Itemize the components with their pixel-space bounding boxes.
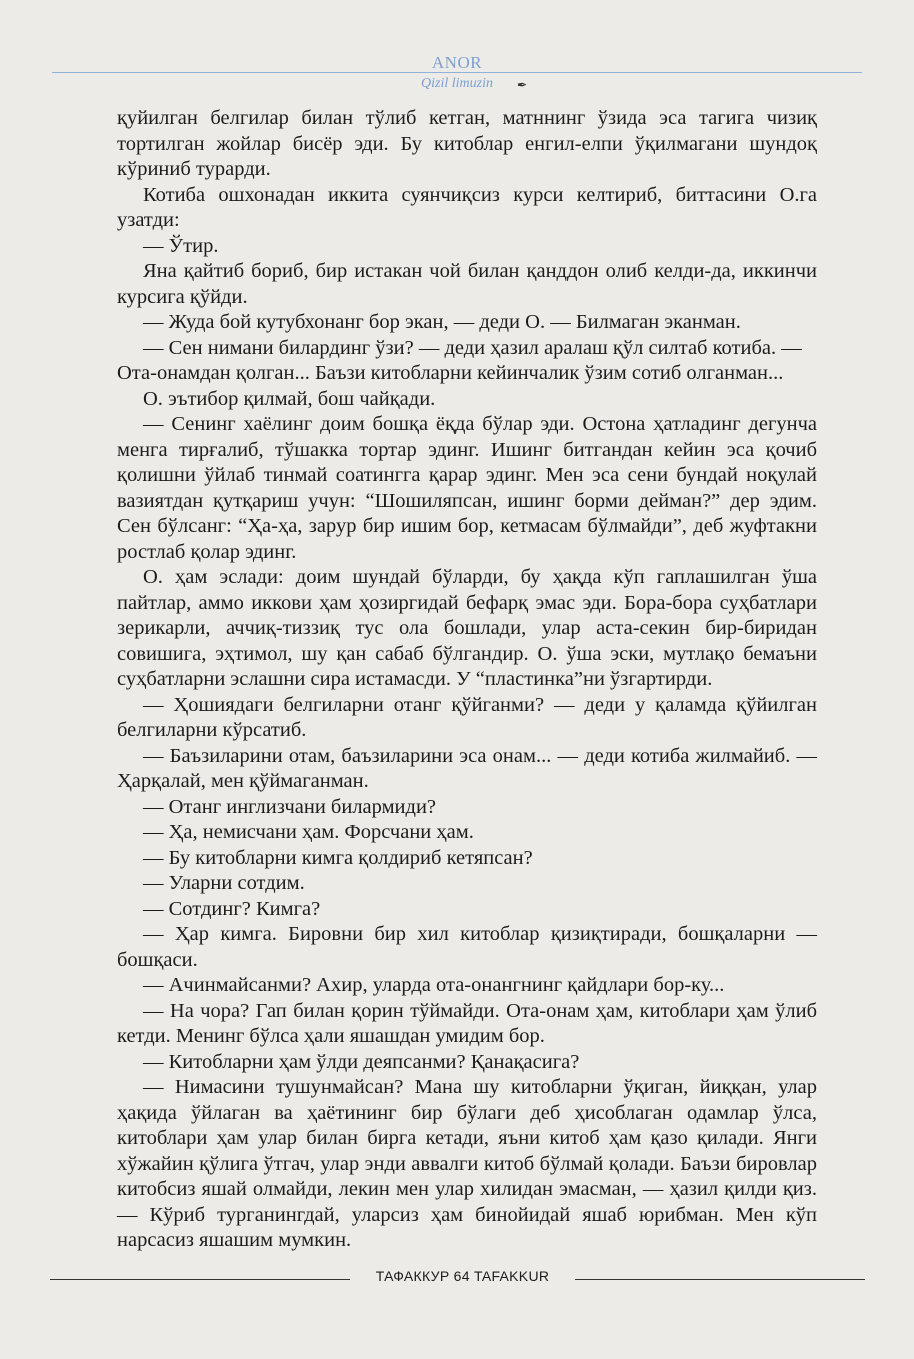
paragraph: — Сен нимани билардинг ўзи? — деди ҳазил аралаш қўл силтаб котиба. — — [143, 336, 802, 359]
paragraph: О. ҳам эслади: доим шундай бўларди, бу ҳақда кўп гаплашилган ўша пайтлар, аммо иккови ҳам ҳозиргидай бефарқ эмас эди. Бора-бора суҳбатлари зерикарли, аччиқ-тиззиқ тус ола бошлади, улар аста-секин бир-биридан совишига, эҳтимол, шу қан сабаб бўлгандир. О. ўша эски, мутлақо бемаъни суҳбатларни эслашни сира истамасди. У “пластинка”ни ўзгартирди. — [117, 566, 817, 690]
paragraph: — Сотдинг? Кимга? — [143, 897, 321, 920]
paragraph: — Отанг инглизчани билармиди? — [143, 795, 437, 818]
article-body — [117, 106, 817, 1254]
paragraph: — Сенинг хаёлинг доим бошқа ёқда бўлар эди. Остона ҳатладинг дегунча менга тирғалиб, тўшакка тортар эдинг. Ишинг битгандан кейин эса қочиб қолишни ўйлаб тинмай соатингга қарар эдинг. Мен эса сени бундай ноқулай вазиятдан қутқариш учун: “Шошиляпсан, ишинг борми дейман?” дер эдим. Сен бўлсанг: “Ҳа-ҳа, зарур бир ишим бор, кетмасам бўлмайди”, деб жуфтакни ростлаб қолар эдинг. — [117, 413, 817, 563]
page-footer — [0, 1268, 914, 1288]
feather-icon: ✒ — [517, 78, 528, 92]
paragraph: — Ҳар кимга. Бировни бир хил китоблар қизиқтиради, бошқаларни — бошқаси. — [117, 923, 817, 971]
running-head — [0, 54, 914, 72]
paragraph: — Ҳа, немисчани ҳам. Форсчани ҳам. — [143, 821, 474, 843]
magazine-brand: ANOR — [431, 53, 483, 72]
footer-rule-left — [50, 1279, 350, 1280]
paragraph: Ота-онамдан қолган... Баъзи китобларни кейинчалик ўзим сотиб олганман... — [117, 362, 784, 384]
paragraph: — Нимасини тушунмайсан? Мана шу китобларни ўқиган, йиққан, улар ҳақида ўйлаган ва ҳаётининг бир бўлаги деб ҳисоблаган одамлар ўлса, китоблари ҳам улар билан бирга кетади, яъни китоб ҳам қазо қилади. Янги хўжайин қўлига ўтгач, улар энди аввалги китоб бўлмай қолади. Баъзи бировлар китобсиз яшай олмайди, лекин мен улар хилидан эмасман, — ҳазил қилди қиз. — Кўриб турганингдай, уларсиз ҳам бинойидай яшаб юрибман. Мен кўп нарсасиз яшашим мумкин. — [117, 1076, 817, 1251]
paragraph: Котиба ошхонадан иккита суянчиқсиз курси келтириб, биттасини О.га узатди: — [117, 183, 817, 231]
paragraph: О. эътибор қилмай, бош чайқади. — [143, 387, 436, 410]
paragraph: — Баъзиларини отам, баъзиларини эса онам... — деди котиба жилмайиб. — Ҳарқалай, мен қўймаганман. — [117, 744, 817, 792]
paragraph: — Уларни сотдим. — [143, 872, 305, 894]
page-number: ТАФАККУР 64 TAFAKKUR — [375, 1268, 550, 1284]
paragraph: қуйилган белгилар билан тўлиб кетган, матннинг ўзида эса тагига чизиқ тортилган жойлар бисёр эди. Бу китоблар енгил-елпи ўқилмагани шундоқ кўриниб турарди. — [117, 107, 817, 180]
paragraph: — Ҳошиядаги белгиларни отанг қўйганми? — деди у қаламда қўйилган белгиларни кўрсатиб. — [117, 693, 817, 741]
paragraph: — Ўтир. — [143, 234, 219, 257]
header-rule — [52, 72, 862, 73]
paragraph: — На чора? Гап билан қорин тўймайди. Ота-онам ҳам, китоблари ҳам ўлиб кетди. Менинг бўлса ҳали яшашдан умидим бор. — [117, 999, 817, 1047]
footer-rule-right — [575, 1279, 865, 1280]
paragraph: — Жуда бой кутубхонанг бор экан, — деди О. — Билмаган эканман. — [143, 311, 741, 333]
section-title: Qizil limuzin — [421, 76, 493, 91]
paragraph: — Ачинмайсанми? Ахир, уларда ота-онангнинг қайдлари бор-ку... — [143, 974, 725, 996]
paragraph: Яна қайтиб бориб, бир истакан чой билан қанддон олиб келди-да, иккинчи курсига қўйди. — [117, 260, 817, 308]
paragraph: — Бу китобларни кимга қолдириб кетяпсан? — [143, 846, 533, 869]
paragraph: — Китобларни ҳам ўлди деяпсанми? Қанақасига? — [143, 1050, 580, 1073]
